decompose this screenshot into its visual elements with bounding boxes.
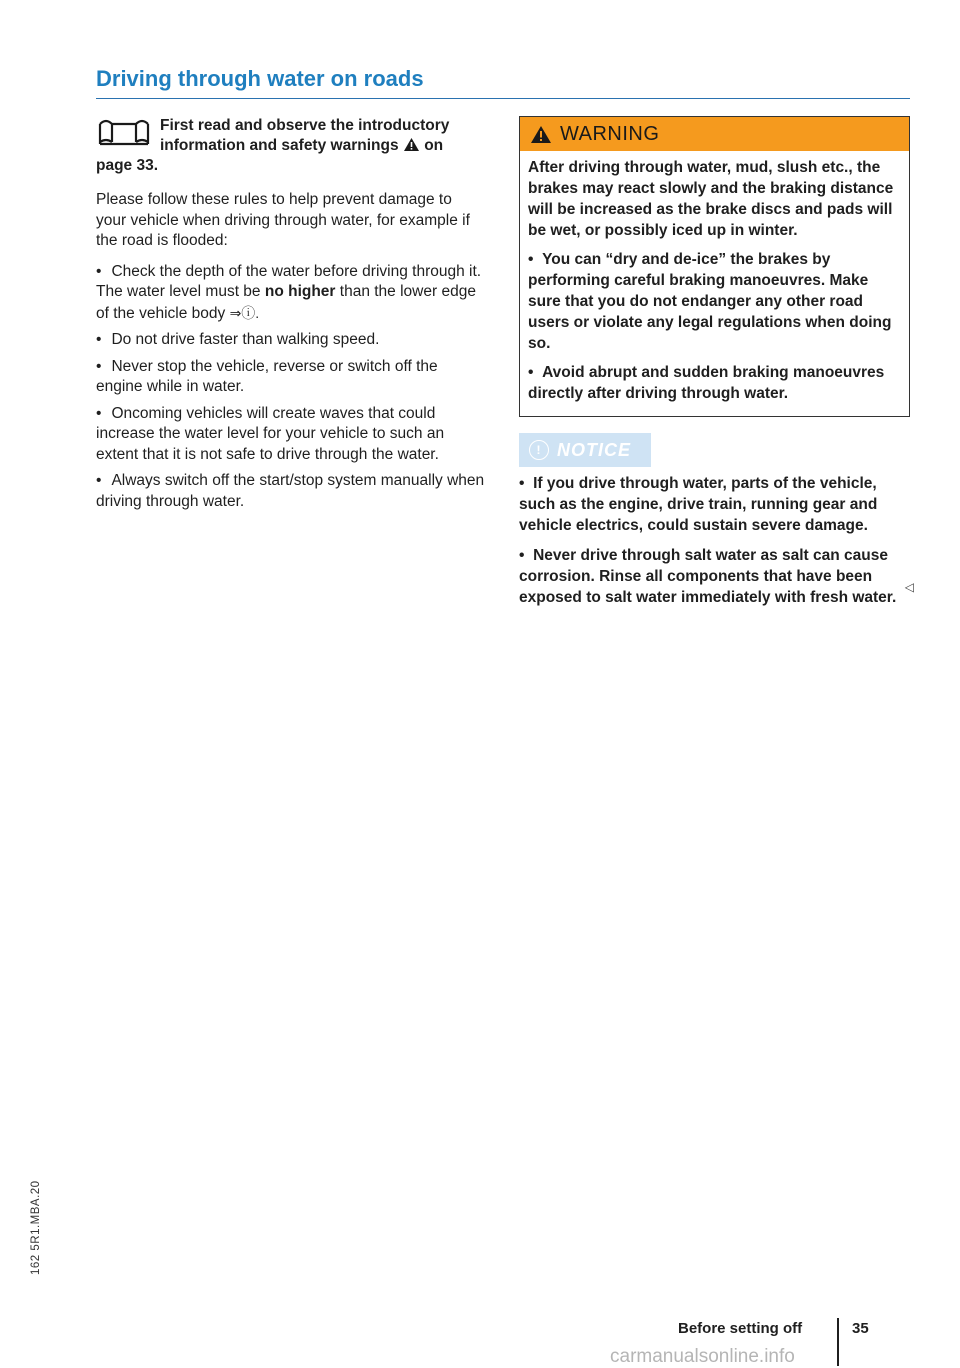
warning-heading: WARNING <box>560 122 660 145</box>
footer-divider <box>837 1318 839 1366</box>
notice-heading: NOTICE <box>557 439 632 460</box>
list-item <box>519 545 910 608</box>
bullet: • <box>96 357 102 375</box>
bullet: • <box>96 262 102 280</box>
warning-triangle-icon <box>530 125 552 144</box>
notice-icon: ! <box>529 440 549 460</box>
rule-text: than the lower edge of the vehicle body <box>96 283 476 322</box>
rule-emphasis: no higher <box>264 283 336 300</box>
document-code: 162 5R1.MBA.20 <box>30 1180 42 1275</box>
list-item <box>528 249 901 354</box>
warning-box <box>519 116 910 417</box>
list-item <box>96 330 486 351</box>
list-item <box>519 473 910 536</box>
rules-list <box>96 262 486 513</box>
bullet: • <box>519 475 525 492</box>
warning-body <box>520 151 909 416</box>
notice-body <box>519 473 914 608</box>
footer-section-title: Before setting off <box>678 1320 803 1337</box>
rule-text: Oncoming vehicles will create waves that could increase the water level for your vehicle to such an extent that it is not safe to drive through the water. <box>96 404 445 463</box>
bullet: • <box>528 251 534 268</box>
bullet: • <box>528 364 534 381</box>
rule-text: Always switch off the start/stop system manually when driving through water. <box>96 472 485 510</box>
list-item <box>528 362 901 404</box>
right-column <box>519 116 914 617</box>
list-item <box>96 404 486 466</box>
rule-text: Do not drive faster than walking speed. <box>111 331 380 348</box>
page-title: Driving through water on roads <box>96 66 424 91</box>
intro-note <box>96 116 486 176</box>
warning-intro: After driving through water, mud, slush etc., the brakes may react slowly and the braking distance will be increased as the brake discs and pads will be wet, or possibly iced up in winter. <box>528 159 894 239</box>
warning-header <box>520 117 909 151</box>
intro-text-on: on <box>424 137 444 154</box>
list-item <box>96 471 486 512</box>
notice-text: If you drive through water, parts of the vehicle, such as the engine, drive train, running gear and vehicle electrics, could sustain severe damage. <box>519 475 878 534</box>
rule-text: Never stop the vehicle, reverse or switch off the engine while in water. <box>96 357 438 395</box>
notice-header <box>519 433 651 467</box>
intro-text: First read and observe the introductory information and safety warnings <box>160 117 450 154</box>
bullet: • <box>96 331 102 348</box>
warning-text: You can “dry and de-ice” the brakes by performing careful braking manoeuvres. Make sure that you do not endanger any other road users or violate any legal regulations when doing so. <box>528 251 892 352</box>
title-divider <box>96 98 910 99</box>
intro-paragraph: Please follow these rules to help prevent damage to your vehicle when driving through water, for example if the road is flooded: <box>96 191 470 249</box>
rule-text: Check the depth of the water before driving through it. The water level must be <box>96 262 482 300</box>
page-number: 35 <box>852 1320 869 1337</box>
warning-text: Avoid abrupt and sudden braking manoeuvres directly after driving through water. <box>528 364 885 402</box>
notice-reference-link[interactable]: ⇒ⓘ. <box>229 304 260 321</box>
bullet: • <box>96 472 102 489</box>
intro-page-ref: page 33. <box>96 157 159 174</box>
bullet: • <box>96 404 102 422</box>
warning-triangle-icon <box>403 137 420 152</box>
section-end-icon: ◁ <box>904 580 914 594</box>
list-item <box>96 357 486 398</box>
book-icon <box>96 118 152 146</box>
notice-text: Never drive through salt water as salt can cause corrosion. Rinse all components that have been exposed to salt water immediately with fresh water. <box>519 547 897 606</box>
bullet: • <box>519 547 525 564</box>
left-column <box>96 116 486 518</box>
list-item <box>96 262 486 325</box>
watermark: carmanualsonline.info <box>610 1346 795 1367</box>
